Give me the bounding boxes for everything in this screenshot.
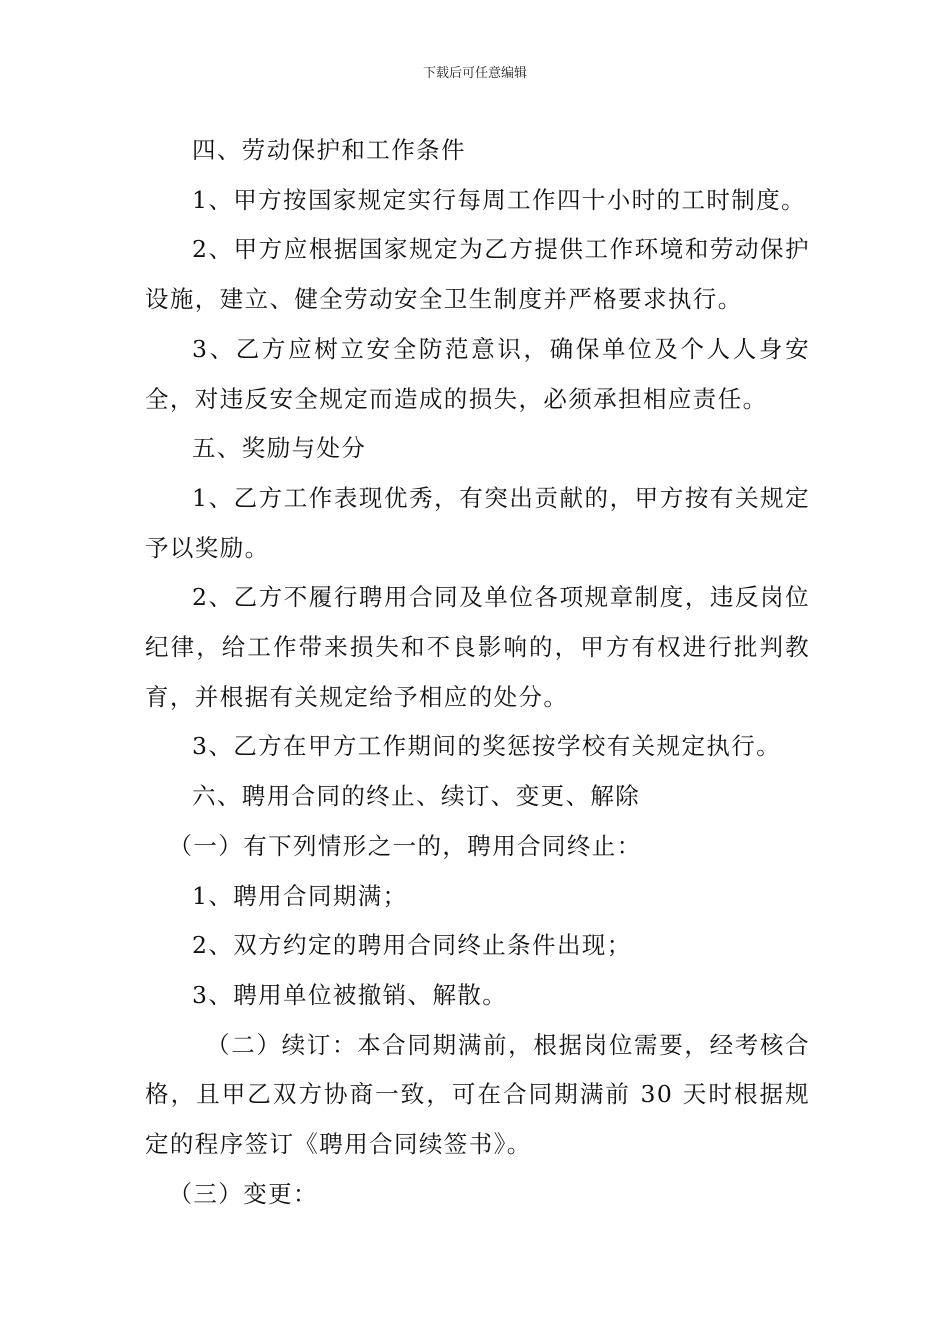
section-heading-labor-protection: 四、劳动保护和工作条件: [192, 136, 466, 164]
clause-rewards: 1、乙方工作表现优秀，有突出贡献的，甲方按有关规定予以奖励。: [145, 483, 810, 562]
page-header-note: 下载后可任意编辑: [422, 66, 527, 81]
document-body: [145, 126, 810, 1219]
section-heading-rewards-penalties: 五、奖励与处分: [192, 434, 367, 463]
condition-agreed-termination: 2、双方约定的聘用合同终止条件出现；: [192, 931, 632, 960]
clause-safety-awareness: 3、乙方应树立安全防范意识，确保单位及个人人身安全，对违反安全规定而造成的损失，必须承担相应责任。: [145, 334, 810, 413]
subsection-renewal: （二）续订：本合同期满前，根据岗位需要，经考核合格，且甲乙双方协商一致，可在合同期满前 30 天时根据规定的程序签订《聘用合同续签书》。: [145, 1030, 810, 1159]
clause-work-environment: 2、甲方应根据国家规定为乙方提供工作环境和劳动保护设施，建立、健全劳动安全卫生制度并严格要求执行。: [145, 235, 810, 314]
subsection-termination-conditions: （一）有下列情形之一的，聘用合同终止：: [168, 831, 642, 860]
clause-reward-policy: 3、乙方在甲方工作期间的奖惩按学校有关规定执行。: [192, 732, 782, 761]
section-heading-contract-termination: 六、聘用合同的终止、续订、变更、解除: [192, 782, 641, 811]
subsection-change: （三）变更：: [168, 1179, 318, 1208]
clause-penalties: 2、乙方不履行聘用合同及单位各项规章制度，违反岗位纪律，给工作带来损失和不良影响的，甲方有权进行批判教育，并根据有关规定给予相应的处分。: [145, 583, 810, 711]
condition-contract-expiry: 1、聘用合同期满；: [192, 881, 408, 910]
clause-working-hours: 1、甲方按国家规定实行每周工作四十小时的工时制度。: [192, 185, 806, 214]
condition-unit-dissolved: 3、聘用单位被撤销、解散。: [192, 980, 508, 1009]
